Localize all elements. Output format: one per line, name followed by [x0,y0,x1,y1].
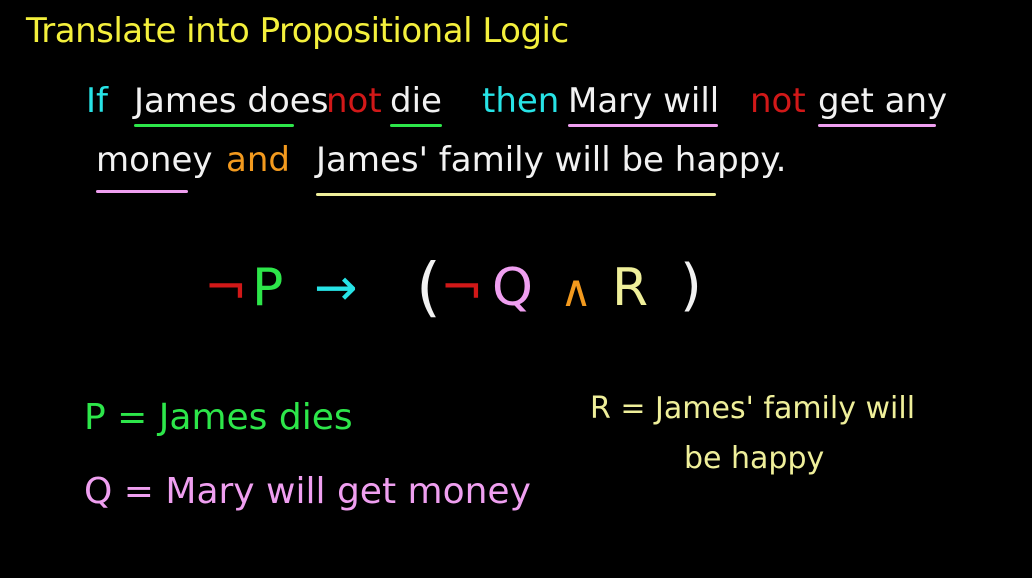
phrase-get-any: get any [818,81,948,121]
negation-symbol-p: ¬ [204,258,248,318]
word-and: and [226,140,290,180]
definition-r-line2: be happy [684,441,825,476]
underline-james-family [316,193,716,196]
underline-mary-will [568,124,718,127]
definition-p: P = James dies [84,397,353,438]
symbol-q: Q [492,258,533,318]
word-then: then [482,81,560,121]
word-die: die [390,81,442,121]
conjunction-symbol: ∧ [560,266,593,317]
word-if: If [86,81,108,121]
underline-get-any [818,124,936,127]
left-paren: ( [416,251,441,325]
underline-money [96,190,188,193]
word-not-first: not [326,81,382,121]
underline-james-does [134,124,294,127]
symbol-p: P [252,258,284,318]
page-title: Translate into Propositional Logic [26,11,569,51]
word-not-second: not [750,81,806,121]
phrase-mary-will: Mary will [568,81,720,121]
symbol-r: R [612,258,649,318]
right-paren: ) [680,253,702,318]
phrase-james-family: James' family will be happy. [316,140,787,180]
word-money: money [96,140,213,180]
definition-r-line1: R = James' family will [590,391,916,426]
implication-arrow: → [314,258,358,318]
negation-symbol-q: ¬ [440,258,484,318]
definition-q: Q = Mary will get money [84,471,531,512]
underline-die [390,124,442,127]
phrase-james-does: James does [134,81,329,121]
